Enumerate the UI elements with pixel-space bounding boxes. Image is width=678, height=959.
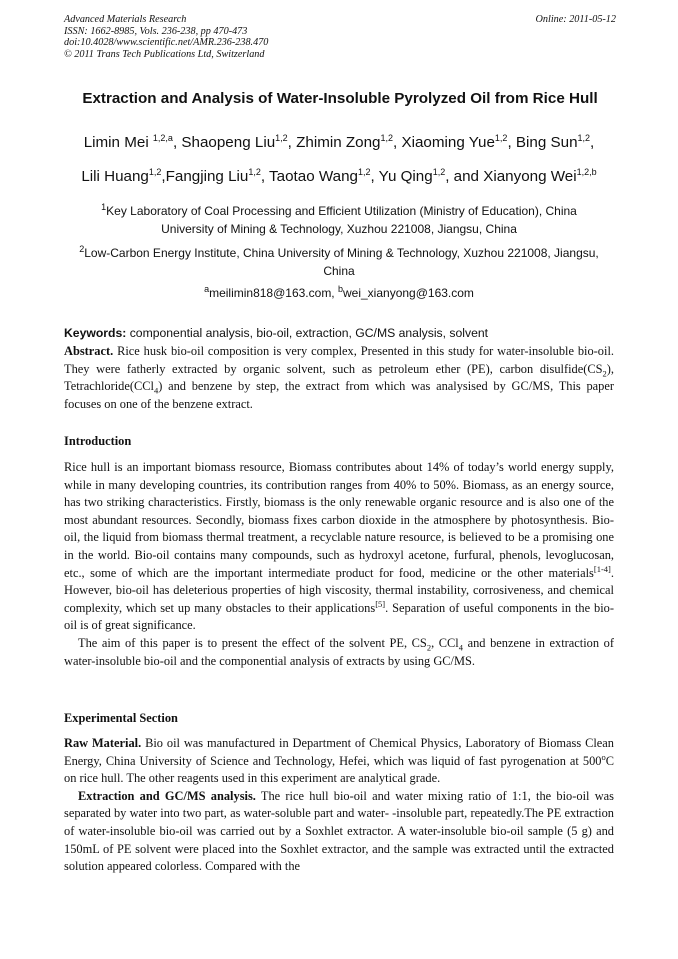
online-date: Online: 2011-05-12 xyxy=(535,14,616,25)
affiliation-1: $^1$Key Laboratory of Coal Processing and Efficient Utilization (Ministry of Education), China University of Mining & Technology, Xuzhou 221008, Jiangsu, China xyxy=(101,202,577,236)
raw-material-paragraph: Raw Material. Bio oil was manufactured in Department of Chemical Physics, Laboratory of Biomass Clean Energy, China University of Science and Technology, Hefei, which was liquid of fast pyrogenation at 500$^o$C on rice hull. The other reagents used in this experiment are analytical grade. xyxy=(64,736,614,786)
keywords: Keywords: componential analysis, bio-oil, extraction, GC/MS analysis, solvent xyxy=(64,326,489,340)
heading-introduction: Introduction xyxy=(64,434,132,448)
introduction-body xyxy=(64,459,614,670)
intro-paragraph-1: Rice hull is an important biomass resource, Biomass contributes about 14% of today’s world energy supply, while in many developing countries, its contribution ranges from 40% to 50%. Biomass, as an energy source, has two striking characteristics. Firstly, biomass is the only renewable organic resource and is also one of the most abundant resources. Secondly, biomass fixes carbon dioxide in the atmosphere by photosynthesis. Bio-oil, the liquid from biomass thermal treatment, a recyclable nature resource, is believed to be a promising one in the world. Bio-oil contains many compounds, such as hydroxyl acetone, furfural, phenols, levoglucosan, etc., some of which are the important intermediate product for food, medicine or the other materials[1-4]. However, bio-oil has deleterious properties of high viscosity, thermal instability, corrosiveness, and chemical complexity, which set up many obstacles to their applications[5]. Separation of useful components in the bio-oil is of great significance. xyxy=(64,460,615,633)
author-list xyxy=(40,126,638,194)
copyright-line: © 2011 Trans Tech Publications Ltd, Switzerland xyxy=(64,48,265,60)
doi-line: doi:10.4028/www.scientific.net/AMR.236-238.470 xyxy=(64,37,269,49)
paper-title: Extraction and Analysis of Water-Insoluble Pyrolyzed Oil from Rice Hull xyxy=(82,90,598,107)
journal-header xyxy=(64,14,616,60)
extraction-paragraph: Extraction and GC/MS analysis. The rice hull bio-oil and water mixing ratio of 1:1, the bio-oil was separated by water into two part, as water-soluble part and water- -insoluble part, repeatedly.The PE extraction of water-insoluble bio-oil was carried out by a Soxhlet extractor. A water-insoluble bio-oil sample (5 g) and 150mL of PE solvent were placed into the Soxhlet extractor, and the sample was extracted until the extracted solution appeared colorless. Compared with the xyxy=(64,788,614,874)
journal-name: Advanced Materials Research xyxy=(64,14,187,25)
intro-paragraph-2: The aim of this paper is to present the effect of the solvent PE, $CS_2$, CCl$_4$ and benzene in extraction of water-insoluble bio-oil and the componential analysis of extracts by using GC/MS. xyxy=(64,635,614,668)
author-emails: $^a$meilimin818@163.com, $^b$wei_xianyong@163.com xyxy=(204,284,474,300)
author-line-1: Limin Mei $^{1,2,a}$, Shaopeng Liu$^{1,2}$, Zhimin Zong$^{1,2}$, Xiaoming Yue$^{1,2}$, Bing Sun$^{1,2}$, xyxy=(83,132,595,151)
issn-line: ISSN: 1662-8985, Vols. 236-238, pp 470-473 xyxy=(64,25,248,37)
abstract: Abstract. Rice husk bio-oil composition is very complex, Presented in this study for water-insoluble bio-oil. They were fatherly extracted by organic solvent, such as petroleum ether (PE), carbon $disulfide(CS_2)$, Tetrachloride(CCl$_4$) and benzene by step, the extract from which was analysised by GC/MS, This paper focuses on one of the benzene extract. xyxy=(64,344,614,411)
author-line-2: Lili Huang$^{1,2}$,Fangjing Liu$^{1,2}$, Taotao Wang$^{1,2}$, Yu Qing$^{1,2}$, and Xianyong Wei$^{1,2,b}$ xyxy=(81,166,597,185)
affiliation-2: $^2$Low-Carbon Energy Institute, China University of Mining & Technology, Xuzhou 221008, Jiangsu, China xyxy=(79,244,599,278)
heading-experimental: Experimental Section xyxy=(64,711,178,725)
experimental-body xyxy=(64,735,614,876)
